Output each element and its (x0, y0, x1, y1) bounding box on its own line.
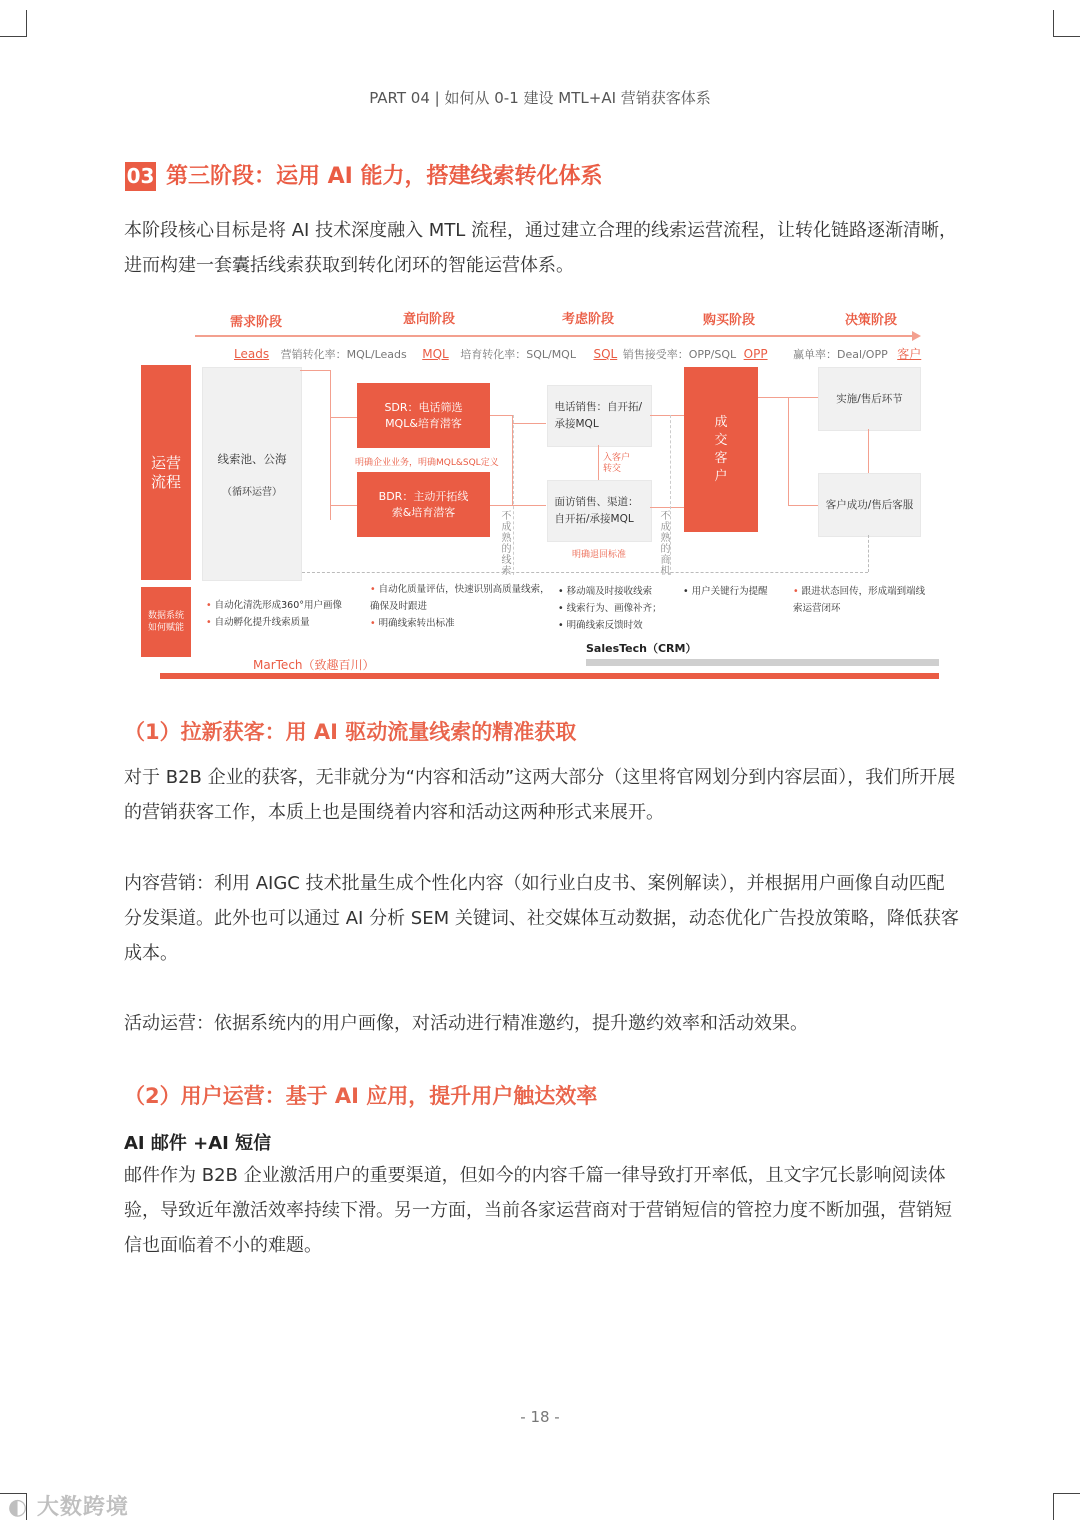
bullet-item: • 移动端及时接收线索 (558, 586, 653, 597)
mql-definition-note: 明确企业业务，明确MQL&SQL定义 (355, 458, 499, 468)
connector-line (788, 397, 789, 505)
bdr-label: BDR：主动开拓线索&培育潜客 (378, 489, 469, 519)
data-system-label-box (141, 587, 191, 657)
metric-opp: OPP (743, 347, 768, 361)
bullet-item: • 跟进状态回传，形成端到端线索运营闭环 (793, 586, 926, 614)
immature-opp-note: 不成熟的商机 (658, 510, 669, 576)
connector-line (490, 505, 512, 506)
bullet-item: • 线索行为、画像补齐； (558, 603, 662, 614)
connector-line (758, 397, 788, 398)
connector-line (788, 505, 818, 506)
bullet-item: • 明确线索反馈时效 (558, 620, 643, 631)
running-header: PART 04 | 如何从 0-1 建设 MTL+AI 营销获客体系 (369, 89, 711, 107)
subsection-2-title: （2）用户运营：基于 AI 应用，提升用户触达效率 (124, 1084, 598, 1108)
metrics-row (234, 345, 929, 362)
field-sales-label: 面访销售、渠道：自开拓/承接MQL (554, 496, 639, 525)
watermark-logo-icon: ◐ (8, 1495, 37, 1520)
crop-mark-top-right (1053, 10, 1080, 37)
subsection-2-label: AI 邮件 +AI 短信 (124, 1133, 272, 1154)
bullet-item: • 自动化质量评估，快速识别高质量线索，确保及时跟进 (370, 584, 550, 612)
salestech-bar (586, 659, 939, 666)
connector-line (788, 397, 818, 398)
return-standard-note: 明确退回标准 (572, 550, 627, 560)
bullet-item: • 自动化清洗形成360°用户画像 (206, 600, 343, 611)
connector-line (330, 417, 357, 418)
stage-arrow-head-icon (912, 331, 921, 341)
connector-line (650, 415, 684, 416)
metric-mql: MQL (422, 347, 449, 361)
customer-success-box (818, 473, 921, 537)
connector-line (330, 370, 331, 520)
stage-arrow-line (195, 335, 915, 337)
martech-bar (160, 673, 939, 679)
tele-sales-label: 电话销售：自开拓/承接MQL (554, 401, 643, 430)
connector-line (670, 415, 671, 575)
deal-label: 成交客户 (714, 414, 728, 484)
metric-rate: 培育转化率：SQL/MQL (460, 348, 576, 361)
implementation-box (818, 367, 921, 431)
bullet-item: • 用户关键行为提醒 (683, 586, 768, 597)
metric-sql: SQL (593, 347, 618, 361)
bullets-consider (558, 583, 673, 634)
intro-paragraph: 本阶段核心目标是将 AI 技术深度融入 MTL 流程，通过建立合理的线索运营流程，让转化链路逐渐清晰，进而构建一套囊括线索获取到转化闭环的智能运营体系。 (124, 220, 958, 276)
connector-line (300, 370, 330, 371)
sdr-box (357, 383, 490, 448)
subsection-1-paragraph-3: 活动运营：依据系统内的用户画像，对活动进行精准邀约，提升邀约效率和活动效果。 (124, 1013, 808, 1034)
page-number: - 18 - (520, 1408, 560, 1426)
ops-process-label: 运营流程 (150, 453, 181, 491)
bullets-decision (793, 583, 933, 617)
sdr-label: SDR：电话筛选MQL&培育潜客 (384, 400, 463, 430)
bullet-item: • 自动孵化提升线索质量 (206, 617, 310, 628)
crop-mark-bottom-right (1053, 1493, 1080, 1520)
lead-pool-title: 线索池、公海 (217, 451, 287, 466)
subsection-1-paragraph-2: 内容营销：利用 AIGC 技术批量生成个性化内容（如行业白皮书、案例解读），并根据用户画像自动匹配分发渠道。此外也可以通过 AI 分析 SEM 关键词、社交媒体互动数据，动态优化广告投放策略，降低获客成本。 (124, 873, 959, 964)
lead-pool-box (202, 367, 302, 581)
bullets-purchase (683, 583, 783, 600)
to-customer-note: 入客户转交 (603, 453, 631, 474)
bullet-item: • 明确线索转出标准 (370, 618, 455, 629)
customer-success-label: 客户成功/售后客服 (825, 498, 914, 511)
metric-leads: Leads (234, 347, 270, 361)
salestech-label: SalesTech（CRM） (586, 642, 697, 655)
crop-mark-top-left (0, 10, 27, 37)
bullets-demand (206, 597, 356, 631)
stage-label: 意向阶段 (403, 312, 456, 327)
stage-label: 需求阶段 (230, 315, 283, 330)
bdr-box (357, 472, 490, 537)
lead-pool-subtitle: （循环运营） (222, 486, 282, 498)
implementation-label: 实施/售后环节 (836, 392, 903, 405)
stage-label: 购买阶段 (703, 313, 756, 328)
connector-line (490, 415, 512, 416)
connector-line (650, 507, 684, 508)
martech-label: MarTech（致趣百川） (253, 658, 375, 672)
connector-line (513, 415, 514, 575)
bullets-intent (370, 581, 550, 632)
connector-line (330, 505, 357, 506)
return-dashed-line (868, 535, 869, 572)
metric-rate: 销售接受率：OPP/SQL (622, 348, 737, 361)
connector-line (512, 423, 546, 424)
metric-rate: 营销转化率：MQL/Leads (280, 348, 407, 361)
connector-line (598, 445, 599, 480)
section-number-badge: 03 (125, 162, 156, 191)
return-dashed-line (302, 572, 868, 573)
deal-box (684, 367, 758, 532)
connector-line (512, 505, 546, 506)
watermark: ◐ 大数跨境 (8, 1495, 129, 1520)
subsection-2-paragraph-1: 邮件作为 B2B 企业激活用户的重要渠道，但如今的内容千篇一律导致打开率低，且文字冗长影响阅读体验，导致近年激活效率持续下滑。另一方面，当前各家运营商对于营销短信的管控力度不断加强，营销短信也面临着不小的难题。 (124, 1165, 952, 1256)
data-system-label: 数据系统如何赋能 (147, 611, 184, 633)
connector-line (868, 429, 869, 473)
subsection-1-title: （1）拉新获客：用 AI 驱动流量线索的精准获取 (124, 720, 577, 744)
metric-rate: 赢单率：Deal/OPP (793, 348, 888, 361)
immature-leads-note: 不成熟的线索 (499, 510, 510, 576)
ops-process-label-box (141, 365, 191, 580)
stage-label: 考虑阶段 (562, 312, 615, 327)
stage-label: 决策阶段 (845, 313, 898, 328)
mtl-flow-diagram (0, 295, 1080, 685)
field-sales-box (547, 480, 652, 542)
section-title: 第三阶段：运用 AI 能力，搭建线索转化体系 (166, 164, 603, 189)
metric-customer: 客户 (897, 347, 922, 361)
subsection-1-paragraph-1: 对于 B2B 企业的获客，无非就分为“内容和活动”这两大部分（这里将官网划分到内容层面），我们所开展的营销获客工作，本质上也是围绕着内容和活动这两种形式来展开。 (124, 767, 956, 823)
tele-sales-box (547, 385, 652, 447)
